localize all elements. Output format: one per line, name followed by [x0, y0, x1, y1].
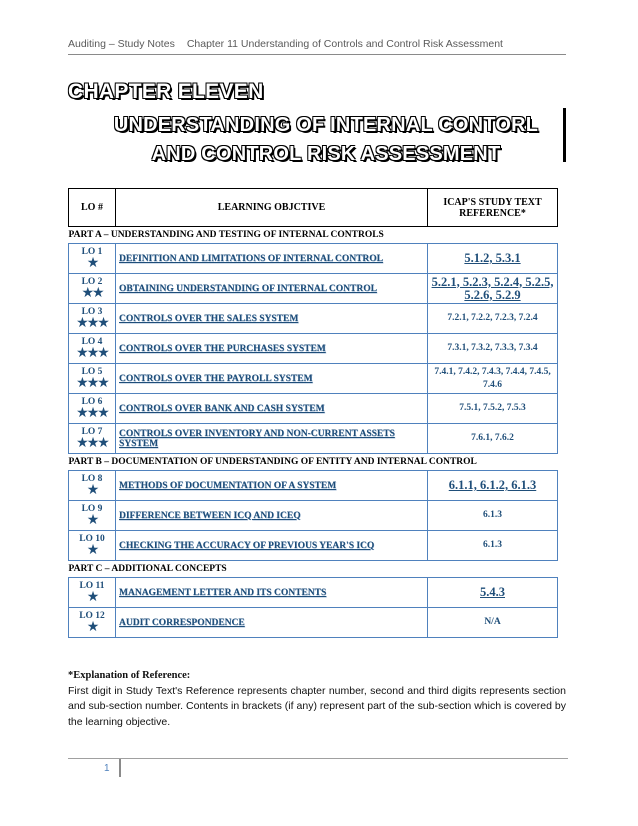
lo-number: LO 3 [81, 306, 103, 317]
lo-number: LO 2 [81, 276, 103, 287]
table-row [69, 471, 558, 501]
lo-number: LO 6 [81, 396, 103, 407]
header-lo: LO # [69, 189, 116, 227]
reference-cell: 7.2.1, 7.2.2, 7.2.3, 7.2.4 [428, 304, 558, 334]
lo-cell [69, 394, 116, 424]
header-objective: LEARNING OBJCTIVE [116, 189, 428, 227]
table-row [69, 394, 558, 424]
objective-cell: CONTROLS OVER INVENTORY AND NON-CURRENT ASSETS SYSTEM [116, 424, 428, 454]
table-row [69, 304, 558, 334]
explanation-body: First digit in Study Text's Reference represents chapter number, second and third digits represents section and sub-section number. Contents in brackets (if any) represent part of the sub-section which is covered by the learning objective. [68, 684, 566, 728]
header-book-title: Auditing – Study Notes [68, 38, 175, 50]
table-row [69, 364, 558, 394]
star-icon: ★★★ [76, 435, 108, 451]
table-row [69, 531, 558, 561]
header-chapter-title: Chapter 11 Understanding of Controls and Control Risk Assessment [186, 38, 503, 50]
part-c-heading: PART C – ADDITIONAL CONCEPTS [68, 564, 227, 574]
table-row [69, 424, 558, 454]
part-a-heading: PART A – UNDERSTANDING AND TESTING OF INTERNAL CONTROLS [68, 230, 384, 240]
lo-cell [69, 424, 116, 454]
objective-cell: OBTAINING UNDERSTANDING OF INTERNAL CONTROL [116, 274, 428, 304]
table-row [69, 578, 558, 608]
lo-number: LO 11 [79, 580, 105, 591]
objective-cell: CONTROLS OVER THE SALES SYSTEM [116, 304, 428, 334]
part-b-heading: PART B – DOCUMENTATION OF UNDERSTANDING OF ENTITY AND INTERNAL CONTROL [68, 457, 477, 467]
reference-cell: 6.1.1, 6.1.2, 6.1.3 [428, 471, 558, 501]
lo-cell [69, 274, 116, 304]
star-icon: ★★ [81, 285, 103, 301]
reference-cell: N/A [428, 608, 558, 638]
objective-cell: METHODS OF DOCUMENTATION OF A SYSTEM [116, 471, 428, 501]
objective-cell: CHECKING THE ACCURACY OF PREVIOUS YEAR'S ICQ [116, 531, 428, 561]
reference-cell: 6.1.3 [428, 531, 558, 561]
reference-cell: 7.4.1, 7.4.2, 7.4.3, 7.4.4, 7.4.5, 7.4.6 [428, 364, 558, 394]
lo-number: LO 9 [81, 503, 103, 514]
lo-cell [69, 471, 116, 501]
lo-number: LO 5 [81, 366, 103, 377]
reference-cell: 6.1.3 [428, 501, 558, 531]
footer-divider [119, 759, 121, 777]
lo-cell [69, 501, 116, 531]
star-icon: ★ [86, 542, 98, 558]
reference-cell: 5.4.3 [428, 578, 558, 608]
star-icon: ★★★ [76, 345, 108, 361]
subtitle-line-2: AND CONTROL RISK ASSESSMENT [151, 143, 501, 165]
lo-number: LO 1 [81, 246, 103, 257]
table-row [69, 608, 558, 638]
objective-cell: AUDIT CORRESPONDENCE [116, 608, 428, 638]
learning-objectives-table [68, 188, 558, 638]
explanation-title: *Explanation of Reference: [68, 670, 191, 681]
objective-cell: CONTROLS OVER THE PURCHASES SYSTEM [116, 334, 428, 364]
lo-number: LO 12 [79, 610, 105, 621]
reference-cell: 7.3.1, 7.3.2, 7.3.3, 7.3.4 [428, 334, 558, 364]
objective-cell: CONTROLS OVER THE PAYROLL SYSTEM [116, 364, 428, 394]
lo-number: LO 10 [79, 533, 105, 544]
lo-cell [69, 578, 116, 608]
star-icon: ★ [86, 619, 98, 635]
footer-rule [68, 758, 568, 759]
page-number: 1 [104, 763, 110, 774]
lo-cell [69, 334, 116, 364]
star-icon: ★ [86, 255, 98, 271]
table-row [69, 334, 558, 364]
reference-cell: 7.6.1, 7.6.2 [428, 424, 558, 454]
lo-cell [69, 244, 116, 274]
lo-cell [69, 364, 116, 394]
chapter-subtitle [86, 111, 566, 169]
part-b-row [69, 454, 558, 471]
table-row [69, 274, 558, 304]
star-icon: ★★★ [76, 315, 108, 331]
objective-cell: DEFINITION AND LIMITATIONS OF INTERNAL CONTROL [116, 244, 428, 274]
objective-cell: CONTROLS OVER BANK AND CASH SYSTEM [116, 394, 428, 424]
chapter-heading: CHAPTER ELEVEN [68, 80, 264, 103]
subtitle-line-1: UNDERSTANDING OF INTERNAL CONTORL [113, 114, 539, 136]
reference-cell: 5.2.1, 5.2.3, 5.2.4, 5.2.5, 5.2.6, 5.2.9 [428, 274, 558, 304]
table-header-row [69, 189, 558, 227]
title-accent-bar [563, 108, 566, 162]
star-icon: ★ [86, 589, 98, 605]
lo-cell [69, 304, 116, 334]
table-row [69, 244, 558, 274]
star-icon: ★ [86, 482, 98, 498]
part-c-row [69, 561, 558, 578]
star-icon: ★★★ [76, 375, 108, 391]
star-icon: ★ [86, 512, 98, 528]
running-header [68, 38, 566, 55]
reference-explanation [68, 668, 566, 730]
reference-cell: 5.1.2, 5.3.1 [428, 244, 558, 274]
lo-number: LO 7 [81, 426, 103, 437]
lo-cell [69, 531, 116, 561]
objective-cell: DIFFERENCE BETWEEN ICQ AND ICEQ [116, 501, 428, 531]
table-row [69, 501, 558, 531]
lo-number: LO 8 [81, 473, 103, 484]
reference-cell: 7.5.1, 7.5.2, 7.5.3 [428, 394, 558, 424]
star-icon: ★★★ [76, 405, 108, 421]
objective-cell: MANAGEMENT LETTER AND ITS CONTENTS [116, 578, 428, 608]
part-a-row [69, 227, 558, 244]
lo-cell [69, 608, 116, 638]
header-reference: ICAP'S STUDY TEXT REFERENCE* [428, 189, 558, 227]
lo-number: LO 4 [81, 336, 103, 347]
